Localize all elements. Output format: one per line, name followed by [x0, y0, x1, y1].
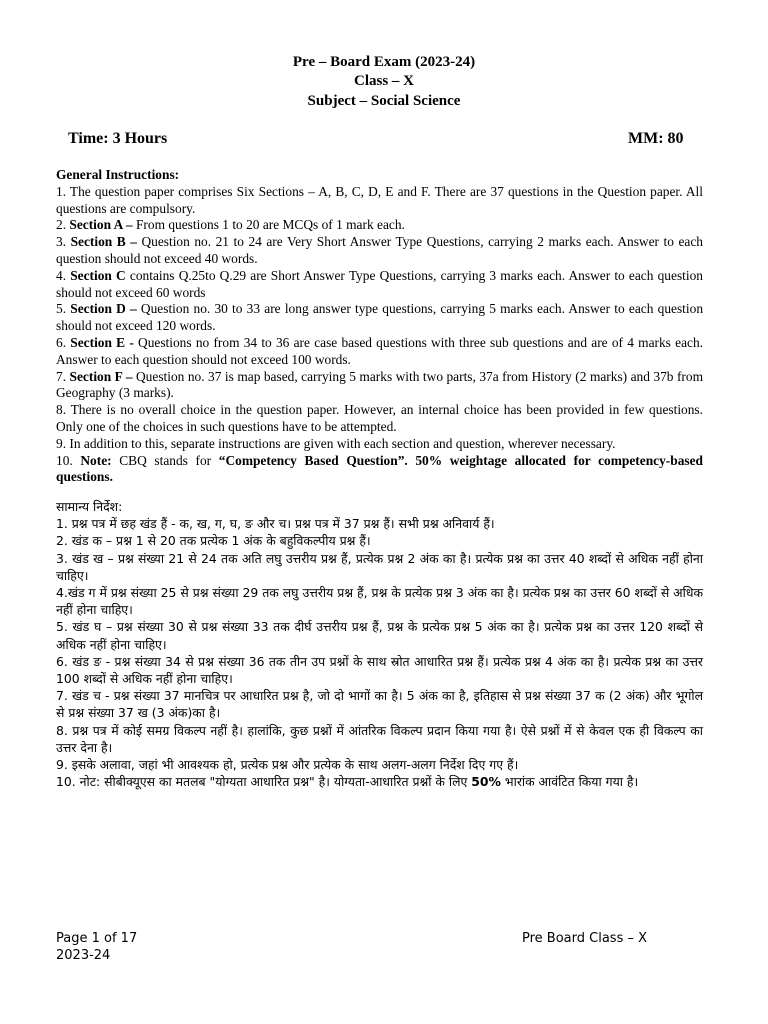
exam-title: Pre – Board Exam (2023-24) — [292, 54, 476, 70]
hindi-instruction-5: 5. खंड घ – प्रश्न संख्या 30 से प्रश्न संख्या 33 तक दीर्घ उत्तरीय प्रश्न हैं, प्रश्न के प्रत्येक प्रश्न 5 अंक का है। प्रत्येक प्रश्न का उत्तर 120 शब्दों से अधिक नहीं होना चाहिए। — [56, 619, 703, 652]
hindi-instruction-7: 7. खंड च - प्रश्न संख्या 37 मानचित्र पर आधारित प्रश्न है, जो दो भागों का है। 5 अंक का है, इतिहास से प्रश्न संख्या 37 क (2 अंक) और भूगोल से प्रश्न संख्या 37 ख (3 अंक)का है। — [56, 688, 703, 721]
hindi-instruction-4: 4.खंड ग में प्रश्न संख्या 25 से प्रश्न संख्या 29 तक लघु उत्तरीय प्रश्न हैं, प्रश्न के प्रत्येक प्रश्न 3 अंक का है। प्रत्येक प्रश्न का उत्तर 60 शब्दों से अधिक नहीं होना चाहिए। — [56, 585, 703, 618]
hindi-instruction-8: 8. प्रश्न पत्र में कोई समग्र विकल्प नहीं है। हालांकि, कुछ प्रश्नों में आंतरिक विकल्प प्रदान किया गया है। ऐसे प्रश्नों में से केवल एक ही विकल्प का उत्तर देना है। — [56, 722, 703, 755]
time-label: Time: 3 Hours — [68, 130, 168, 147]
hindi-instruction-6: 6. खंड ङ - प्रश्न संख्या 34 से प्रश्न संख्या 36 तक तीन उप प्रश्नों के साथ स्रोत आधारित प्रश्न हैं। प्रत्येक प्रश्न 4 अंक का है। प्रत्येक प्रश्न का उत्तर 100 शब्दों से अधिक नहीं होना चाहिए। — [56, 653, 703, 687]
footer-right: Pre Board Class – X — [522, 931, 648, 946]
hindi-instruction-9: 9. इसके अलावा, जहां भी आवश्यक हो, प्रत्येक प्रश्न और प्रत्येक के साथ अलग-अलग निर्देश दिए गए हैं। — [56, 757, 519, 773]
hindi-instruction-2: 2. खंड क – प्रश्न 1 से 20 तक प्रत्येक 1 अंक के बहुविकल्पीय प्रश्न हैं। — [56, 533, 371, 549]
instruction-7: 7. Section F – Question no. 37 is map based, carrying 5 marks with two parts, 37a from History (2 marks) and 37b from Geography (3 marks). — [56, 368, 704, 401]
hindi-instruction-3: 3. खंड ख – प्रश्न संख्या 21 से 24 तक अति लघु उत्तरीय प्रश्न हैं, प्रत्येक प्रश्न 2 अंक का है। प्रत्येक प्रश्न का उत्तर 40 शब्दों से अधिक नहीं होना चाहिए। — [56, 550, 703, 583]
general-instructions-hindi — [56, 498, 703, 790]
instruction-2: 2. Section A – From questions 1 to 20 are MCQs of 1 mark each. — [56, 217, 405, 233]
subject-label: Subject – Social Science — [307, 93, 461, 109]
instruction-9: 9. In addition to this, separate instructions are given with each section and question, wherever necessary. — [56, 435, 616, 451]
instruction-5: 5. Section D – Question no. 30 to 33 are long answer type questions, carrying 5 marks each. Answer to each question should not exceed 120 words. — [56, 301, 704, 334]
footer-left — [56, 930, 137, 964]
hindi-instructions-heading: सामान्य निर्देश: — [56, 499, 123, 514]
footer-year: 2023-24 — [56, 948, 111, 963]
instructions-heading: General Instructions: — [56, 167, 180, 182]
page-number: Page 1 of 17 — [56, 931, 138, 946]
instruction-6: 6. Section E - Questions no from 34 to 36 are case based questions with three sub questions and are of 4 marks each. Answer to each question should not exceed 100 words. — [56, 334, 703, 367]
instruction-4: 4. Section C contains Q.25to Q.29 are Short Answer Type Questions, carrying 3 marks each. Answer to each question should not exceed 60 words — [56, 267, 703, 300]
max-marks-label: MM: 80 — [628, 130, 684, 147]
class-label: Class – X — [353, 73, 414, 89]
hindi-instruction-10: 10. नोट: सीबीक्यूएस का मतलब "योग्यता आधारित प्रश्न" है। योग्यता-आधारित प्रश्नों के लिए 50% भारांक आवंटित किया गया है। — [56, 774, 639, 790]
instruction-3: 3. Section B – Question no. 21 to 24 are Very Short Answer Type Questions, carrying 2 marks each. Answer to each question should not exceed 40 words. — [56, 234, 703, 266]
general-instructions-english — [56, 167, 703, 486]
instruction-8: 8. There is no overall choice in the question paper. However, an internal choice has been provided in few questions. Only one of the choices in such questions have to be attempted. — [56, 402, 703, 434]
instruction-10: 10. Note: CBQ stands for “Competency Based Question”. 50% weightage allocated for competency-based questions. — [56, 452, 703, 485]
hindi-instruction-1: 1. प्रश्न पत्र में छह खंड हैं - क, ख, ग, घ, ङ और च। प्रश्न पत्र में 37 प्रश्न हैं। सभी प्रश्न अनिवार्य हैं। — [56, 516, 495, 532]
instruction-1: 1. The question paper comprises Six Sections – A, B, C, D, E and F. There are 37 questions in the Question paper. All questions are compulsory. — [56, 183, 703, 216]
